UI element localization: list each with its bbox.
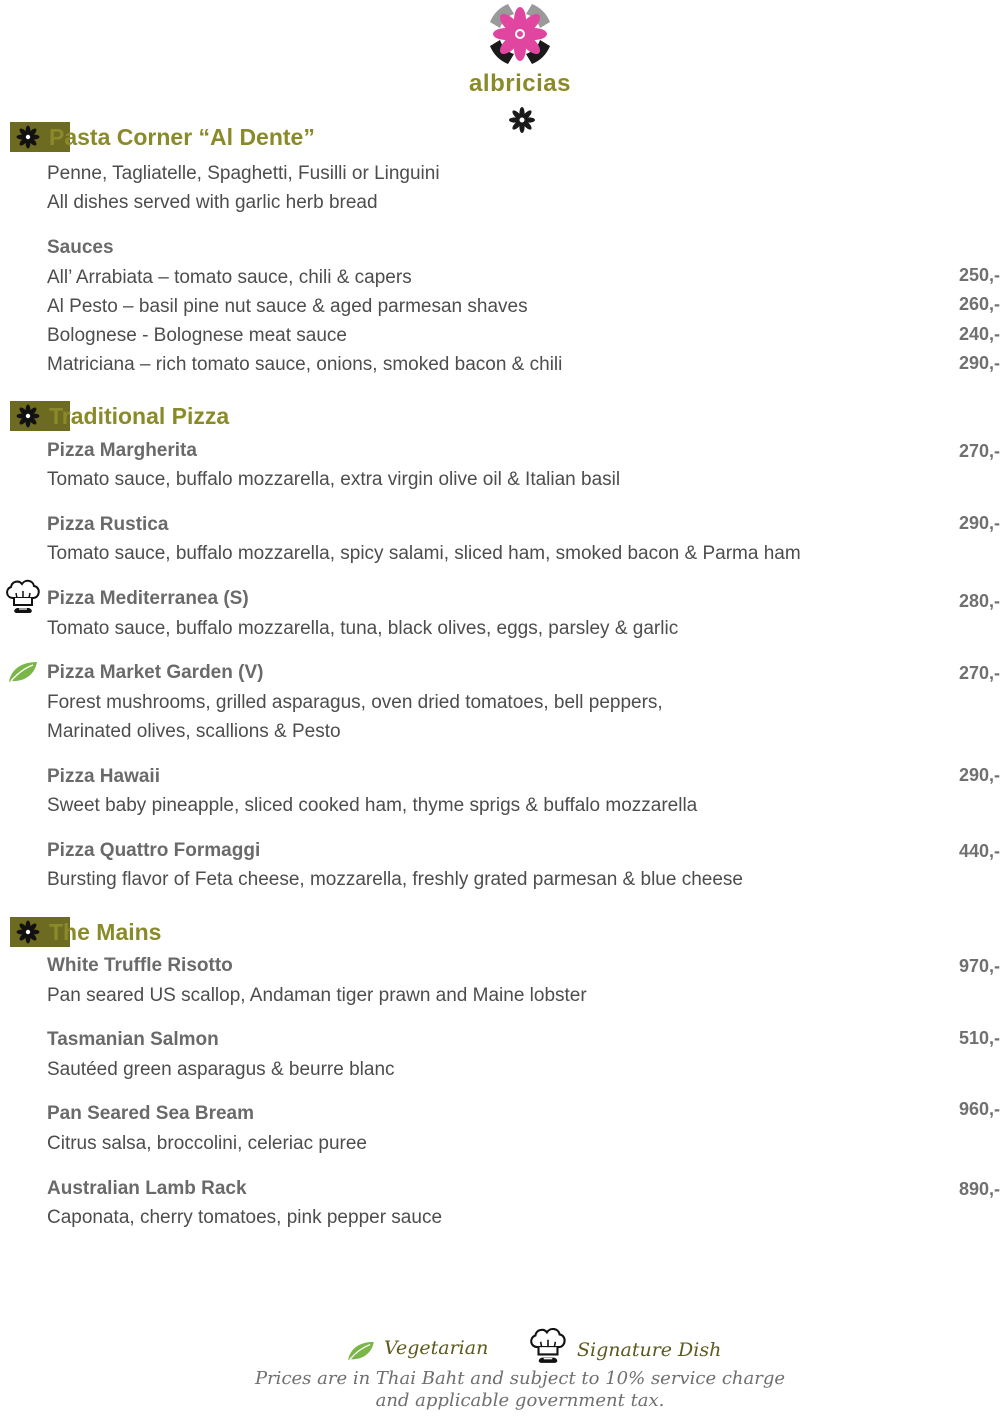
sauces-heading: Sauces <box>47 237 114 258</box>
pizza-name: Pizza Mediterranea (S) <box>47 588 249 609</box>
leaf-icon <box>347 1340 375 1362</box>
pizza-name: Pizza Quattro Formaggi <box>47 840 261 861</box>
pizza-price: 440,- <box>958 841 1000 861</box>
section-title-text: Pasta Corner “Al Dente” <box>49 124 315 150</box>
sauce-price: 250,- <box>958 265 1000 285</box>
flower-badge-icon <box>14 919 42 945</box>
leaf-icon <box>8 660 38 684</box>
main-price: 960,- <box>958 1099 1000 1119</box>
price-note-line: Prices are in Thai Baht and subject to 10% service charge <box>254 1368 786 1389</box>
main-desc: Caponata, cherry tomatoes, pink pepper sauce <box>47 1207 443 1228</box>
pizza-price: 270,- <box>958 663 1000 683</box>
sauce-price: 260,- <box>958 294 1000 314</box>
main-desc: Pan seared US scallop, Andaman tiger prawn and Maine lobster <box>47 985 587 1006</box>
chef-hat-icon <box>4 578 42 614</box>
pasta-line: Penne, Tagliatelle, Spaghetti, Fusilli or Linguini <box>47 163 440 184</box>
main-price: 970,- <box>958 956 1000 976</box>
header-logo <box>0 0 1000 140</box>
legend-vegetarian-label: Vegetarian <box>384 1337 489 1359</box>
pizza-desc: Marinated olives, scallions & Pesto <box>47 721 341 742</box>
sauce-item: Al Pesto – basil pine nut sauce & aged parmesan shaves <box>47 296 528 317</box>
pizza-name: Pizza Hawaii <box>47 766 160 787</box>
sauce-price: 290,- <box>958 353 1000 373</box>
pizza-desc: Tomato sauce, buffalo mozzarella, tuna, black olives, eggs, parsley & garlic <box>47 618 679 639</box>
sauce-item: Bolognese - Bolognese meat sauce <box>47 325 347 346</box>
main-price: 510,- <box>958 1028 1000 1048</box>
pizza-price: 270,- <box>958 441 1000 461</box>
legend-signature-label: Signature Dish <box>577 1339 722 1361</box>
pizza-desc: Sweet baby pineapple, sliced cooked ham, thyme sprigs & buffalo mozzarella <box>47 795 698 816</box>
main-price: 890,- <box>958 1179 1000 1199</box>
pizza-name: Pizza Margherita <box>47 440 197 461</box>
main-name: Pan Seared Sea Bream <box>47 1103 255 1124</box>
sauce-item: All’ Arrabiata – tomato sauce, chili & capers <box>47 267 412 288</box>
flower-ornament-icon <box>508 106 536 134</box>
pizza-name: Pizza Market Garden (V) <box>47 662 264 683</box>
pizza-desc: Tomato sauce, buffalo mozzarella, extra virgin olive oil & Italian basil <box>47 469 621 490</box>
price-note-line: and applicable government tax. <box>375 1390 665 1411</box>
pizza-price: 290,- <box>958 513 1000 533</box>
flower-badge-icon <box>14 403 42 429</box>
flower-badge-icon <box>14 124 42 150</box>
price-note <box>0 1368 1000 1412</box>
sauce-item: Matriciana – rich tomato sauce, onions, smoked bacon & chili <box>47 354 563 375</box>
main-name: Tasmanian Salmon <box>47 1029 219 1050</box>
section-title-text: Traditional Pizza <box>49 403 230 429</box>
flower-logo-icon <box>486 0 554 68</box>
section-title-text: The Mains <box>49 919 162 945</box>
main-name: White Truffle Risotto <box>47 955 233 976</box>
sauce-price: 240,- <box>958 324 1000 344</box>
main-name: Australian Lamb Rack <box>47 1178 247 1199</box>
pasta-line: All dishes served with garlic herb bread <box>47 192 378 213</box>
pizza-price: 280,- <box>958 591 1000 611</box>
pizza-price: 290,- <box>958 765 1000 785</box>
main-desc: Sautéed green asparagus & beurre blanc <box>47 1059 395 1080</box>
brand-name: albricias <box>469 70 571 97</box>
pizza-name: Pizza Rustica <box>47 514 169 535</box>
pizza-desc: Forest mushrooms, grilled asparagus, oven dried tomatoes, bell peppers, <box>47 692 663 713</box>
legend <box>0 1320 1000 1417</box>
chef-hat-icon <box>528 1326 568 1364</box>
pizza-desc: Tomato sauce, buffalo mozzarella, spicy salami, sliced ham, smoked bacon & Parma ham <box>47 543 801 564</box>
main-desc: Citrus salsa, broccolini, celeriac puree <box>47 1133 367 1154</box>
pizza-desc: Bursting flavor of Feta cheese, mozzarella, freshly grated parmesan & blue cheese <box>47 869 743 890</box>
